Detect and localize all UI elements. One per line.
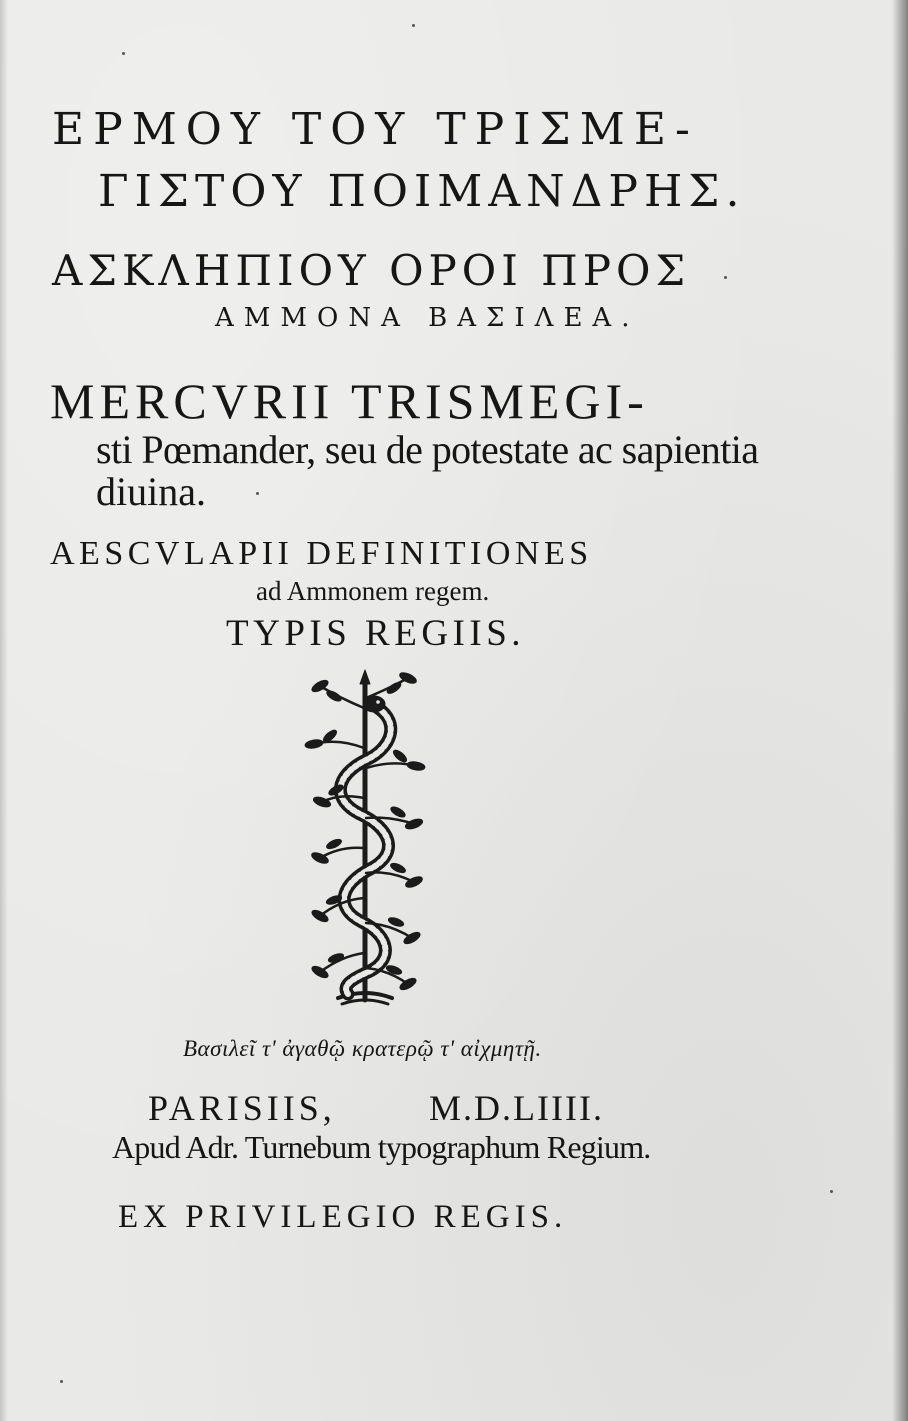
- greek-motto: Βασιλεῖ τ' ἀγαθῷ κρατερῷ τ' αἰχμητῇ.: [183, 1036, 542, 1061]
- imprint-year: M.D.LIIII.: [429, 1088, 604, 1128]
- latin-title-line-1: MERCVRII TRISMEGI-: [50, 373, 649, 429]
- imprint-printer: Apud Adr. Turnebum typographum Regium.: [112, 1129, 651, 1165]
- paper-speck: [830, 1190, 833, 1193]
- page-right-edge-shadow: [892, 0, 908, 1421]
- greek-title-line-2: ΓΙΣΤΟΥ ΠΟΙΜΑΝΔΡΗΣ.: [98, 166, 746, 217]
- latin-title-line-5: ad Ammonem regem.: [256, 576, 490, 606]
- serpent-entwined-staff-with-olive-branches-icon: [290, 668, 440, 1013]
- paper-speck: [122, 52, 125, 55]
- imprint-privilege: EX PRIVILEGIO REGIS.: [118, 1199, 568, 1235]
- paper-speck: [256, 492, 259, 495]
- latin-title-line-3: diuina.: [96, 469, 206, 514]
- paper-speck: [412, 24, 415, 27]
- greek-title-line-3: ΑΣΚΛΗΠΙΟΥ ΟΡΟΙ ΠΡΟΣ: [52, 246, 691, 295]
- paper-speck: [60, 1380, 63, 1383]
- page-left-edge-shadow: [0, 0, 8, 1421]
- greek-title-line-4: ΑΜΜΟΝΑ ΒΑΣΙΛΕΑ.: [215, 303, 640, 333]
- latin-title-line-4: AESCVLAPII DEFINITIONES: [50, 535, 593, 572]
- paper-speck: [724, 276, 727, 279]
- imprint-place: PARISIIS,: [148, 1088, 336, 1128]
- latin-title-line-6: TYPIS REGIIS.: [226, 613, 526, 654]
- latin-title-line-2: sti Pœmander, seu de potestate ac sapientia: [96, 427, 759, 472]
- greek-title-line-1: ΕΡΜΟΥ ΤΟΥ ΤΡΙΣΜΕ-: [52, 104, 699, 155]
